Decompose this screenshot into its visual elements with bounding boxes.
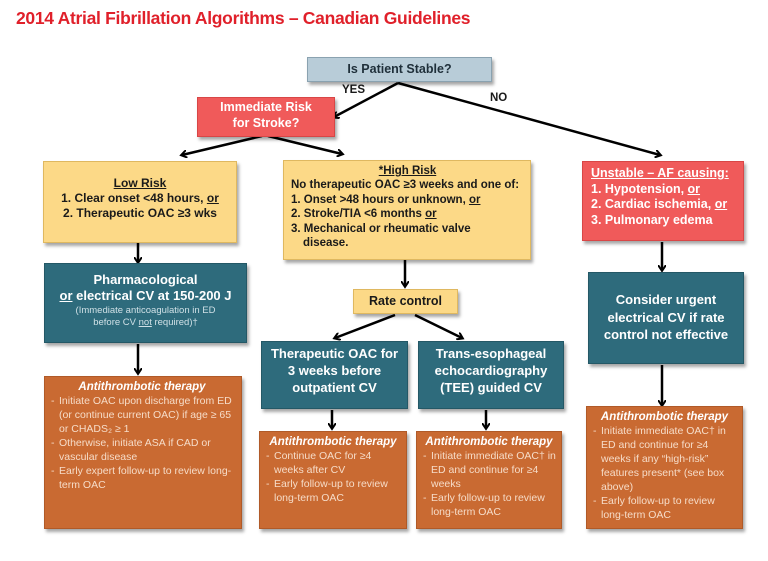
unstable-heading: Unstable – AF causing:	[591, 166, 729, 180]
high-risk-intro: No therapeutic OAC ≥3 weeks and one of:	[291, 179, 520, 192]
therapy-low-risk-bullet: - Early expert follow-up to review long-term OAC	[51, 465, 232, 491]
therapy-unstable-box	[586, 406, 743, 529]
low-risk-box	[43, 161, 237, 243]
therapy-unstable-bullet: - Early follow-up to review long-term OAC	[593, 495, 715, 521]
unstable-item-3: 3. Pulmonary edema	[591, 212, 713, 227]
tee-cv-line3: (TEE) guided CV	[440, 379, 542, 395]
therapy-outpatient-bullet: - Continue OAC for ≥4 weeks after CV	[266, 450, 372, 477]
high-risk-box	[283, 160, 531, 260]
therapy-low-risk-bullet: - Otherwise, initiate ASA if CAD or vascular disease	[51, 437, 211, 464]
therapy-low-risk-heading: Antithrombotic therapy	[78, 381, 206, 393]
outpatient-cv-line3: outpatient CV	[292, 379, 377, 395]
pharm-cv-line2: or electrical CV at 150-200 J	[59, 288, 232, 304]
urgent-cv-line1: Consider urgent	[615, 292, 717, 307]
therapy-low-risk-box	[44, 376, 242, 529]
therapy-unstable-heading: Antithrombotic therapy	[600, 411, 729, 423]
urgent-cv-line2: electrical CV if rate	[607, 309, 725, 325]
urgent-electrical-cv-box	[588, 272, 744, 364]
outpatient-cv-line2: 3 weeks before	[287, 362, 382, 378]
outpatient-cv-line1: Therapeutic OAC for	[270, 346, 399, 361]
unstable-box	[582, 161, 744, 241]
low-risk-item-1: 1. Clear onset <48 hours, or	[61, 191, 219, 205]
therapy-outpatient-box	[259, 431, 407, 529]
immediate-risk-box	[197, 97, 335, 137]
no-edge-label: NO	[490, 92, 508, 104]
unstable-item-1: 1. Hypotension, or	[591, 181, 701, 196]
yes-edge-label: YES	[342, 84, 366, 96]
is-patient-stable-box	[307, 57, 492, 82]
tee-guided-cv-box	[418, 341, 564, 409]
therapy-tee-bullet: - Initiate immediate OAC† in ED and continue for ≥4 weeks	[423, 450, 556, 491]
outpatient-cv-box	[261, 341, 408, 409]
low-risk-heading: Low Risk	[113, 176, 167, 190]
high-risk-item-2: 2. Stroke/TIA <6 months or	[291, 208, 437, 221]
high-risk-heading: *High Risk	[378, 165, 437, 177]
pharmacological-cv-box	[44, 263, 247, 343]
therapy-low-risk-bullet: - Initiate OAC upon discharge from ED (or continue current OAC) if age ≥ 65 or CHADS₂ ≥ 1	[51, 395, 232, 436]
pharm-cv-note2: before CV not required)†	[93, 316, 198, 328]
high-risk-item-1: 1. Onset >48 hours or unknown, or	[291, 193, 481, 206]
rate-control-label: Rate control	[369, 294, 442, 308]
therapy-tee-bullet: - Early follow-up to review long-term OAC	[423, 492, 545, 519]
tee-cv-line1: Trans-esophageal	[435, 346, 547, 361]
is-patient-stable-label: Is Patient Stable?	[347, 62, 452, 76]
high-risk-item-3: 3. Mechanical or rheumatic valve	[291, 222, 471, 235]
pharm-cv-line1: Pharmacological	[93, 272, 198, 287]
unstable-item-2: 2. Cardiac ischemia, or	[591, 197, 728, 212]
tee-cv-line2: echocardiography	[434, 362, 548, 378]
rate-control-box	[353, 289, 458, 314]
therapy-tee-box	[416, 431, 562, 529]
high-risk-item-3-cont: disease.	[303, 236, 349, 249]
low-risk-item-2: 2. Therapeutic OAC ≥3 wks	[63, 206, 217, 220]
therapy-unstable-bullet: - Initiate immediate OAC† in ED and continue for ≥4 weeks if any “high-risk” features present* (see box above)	[593, 425, 726, 494]
urgent-cv-line3: control not effective	[603, 327, 729, 343]
immediate-risk-line2: for Stroke?	[232, 115, 300, 130]
therapy-outpatient-bullet: - Early follow-up to review long-term OAC	[266, 478, 388, 505]
immediate-risk-line1: Immediate Risk	[220, 100, 312, 114]
pharm-cv-note1: (Immediate anticoagulation in ED	[75, 304, 216, 316]
page-title: 2014 Atrial Fibrillation Algorithms – Canadian Guidelines	[16, 8, 471, 28]
therapy-outpatient-heading: Antithrombotic therapy	[269, 436, 397, 448]
therapy-tee-heading: Antithrombotic therapy	[425, 436, 553, 448]
